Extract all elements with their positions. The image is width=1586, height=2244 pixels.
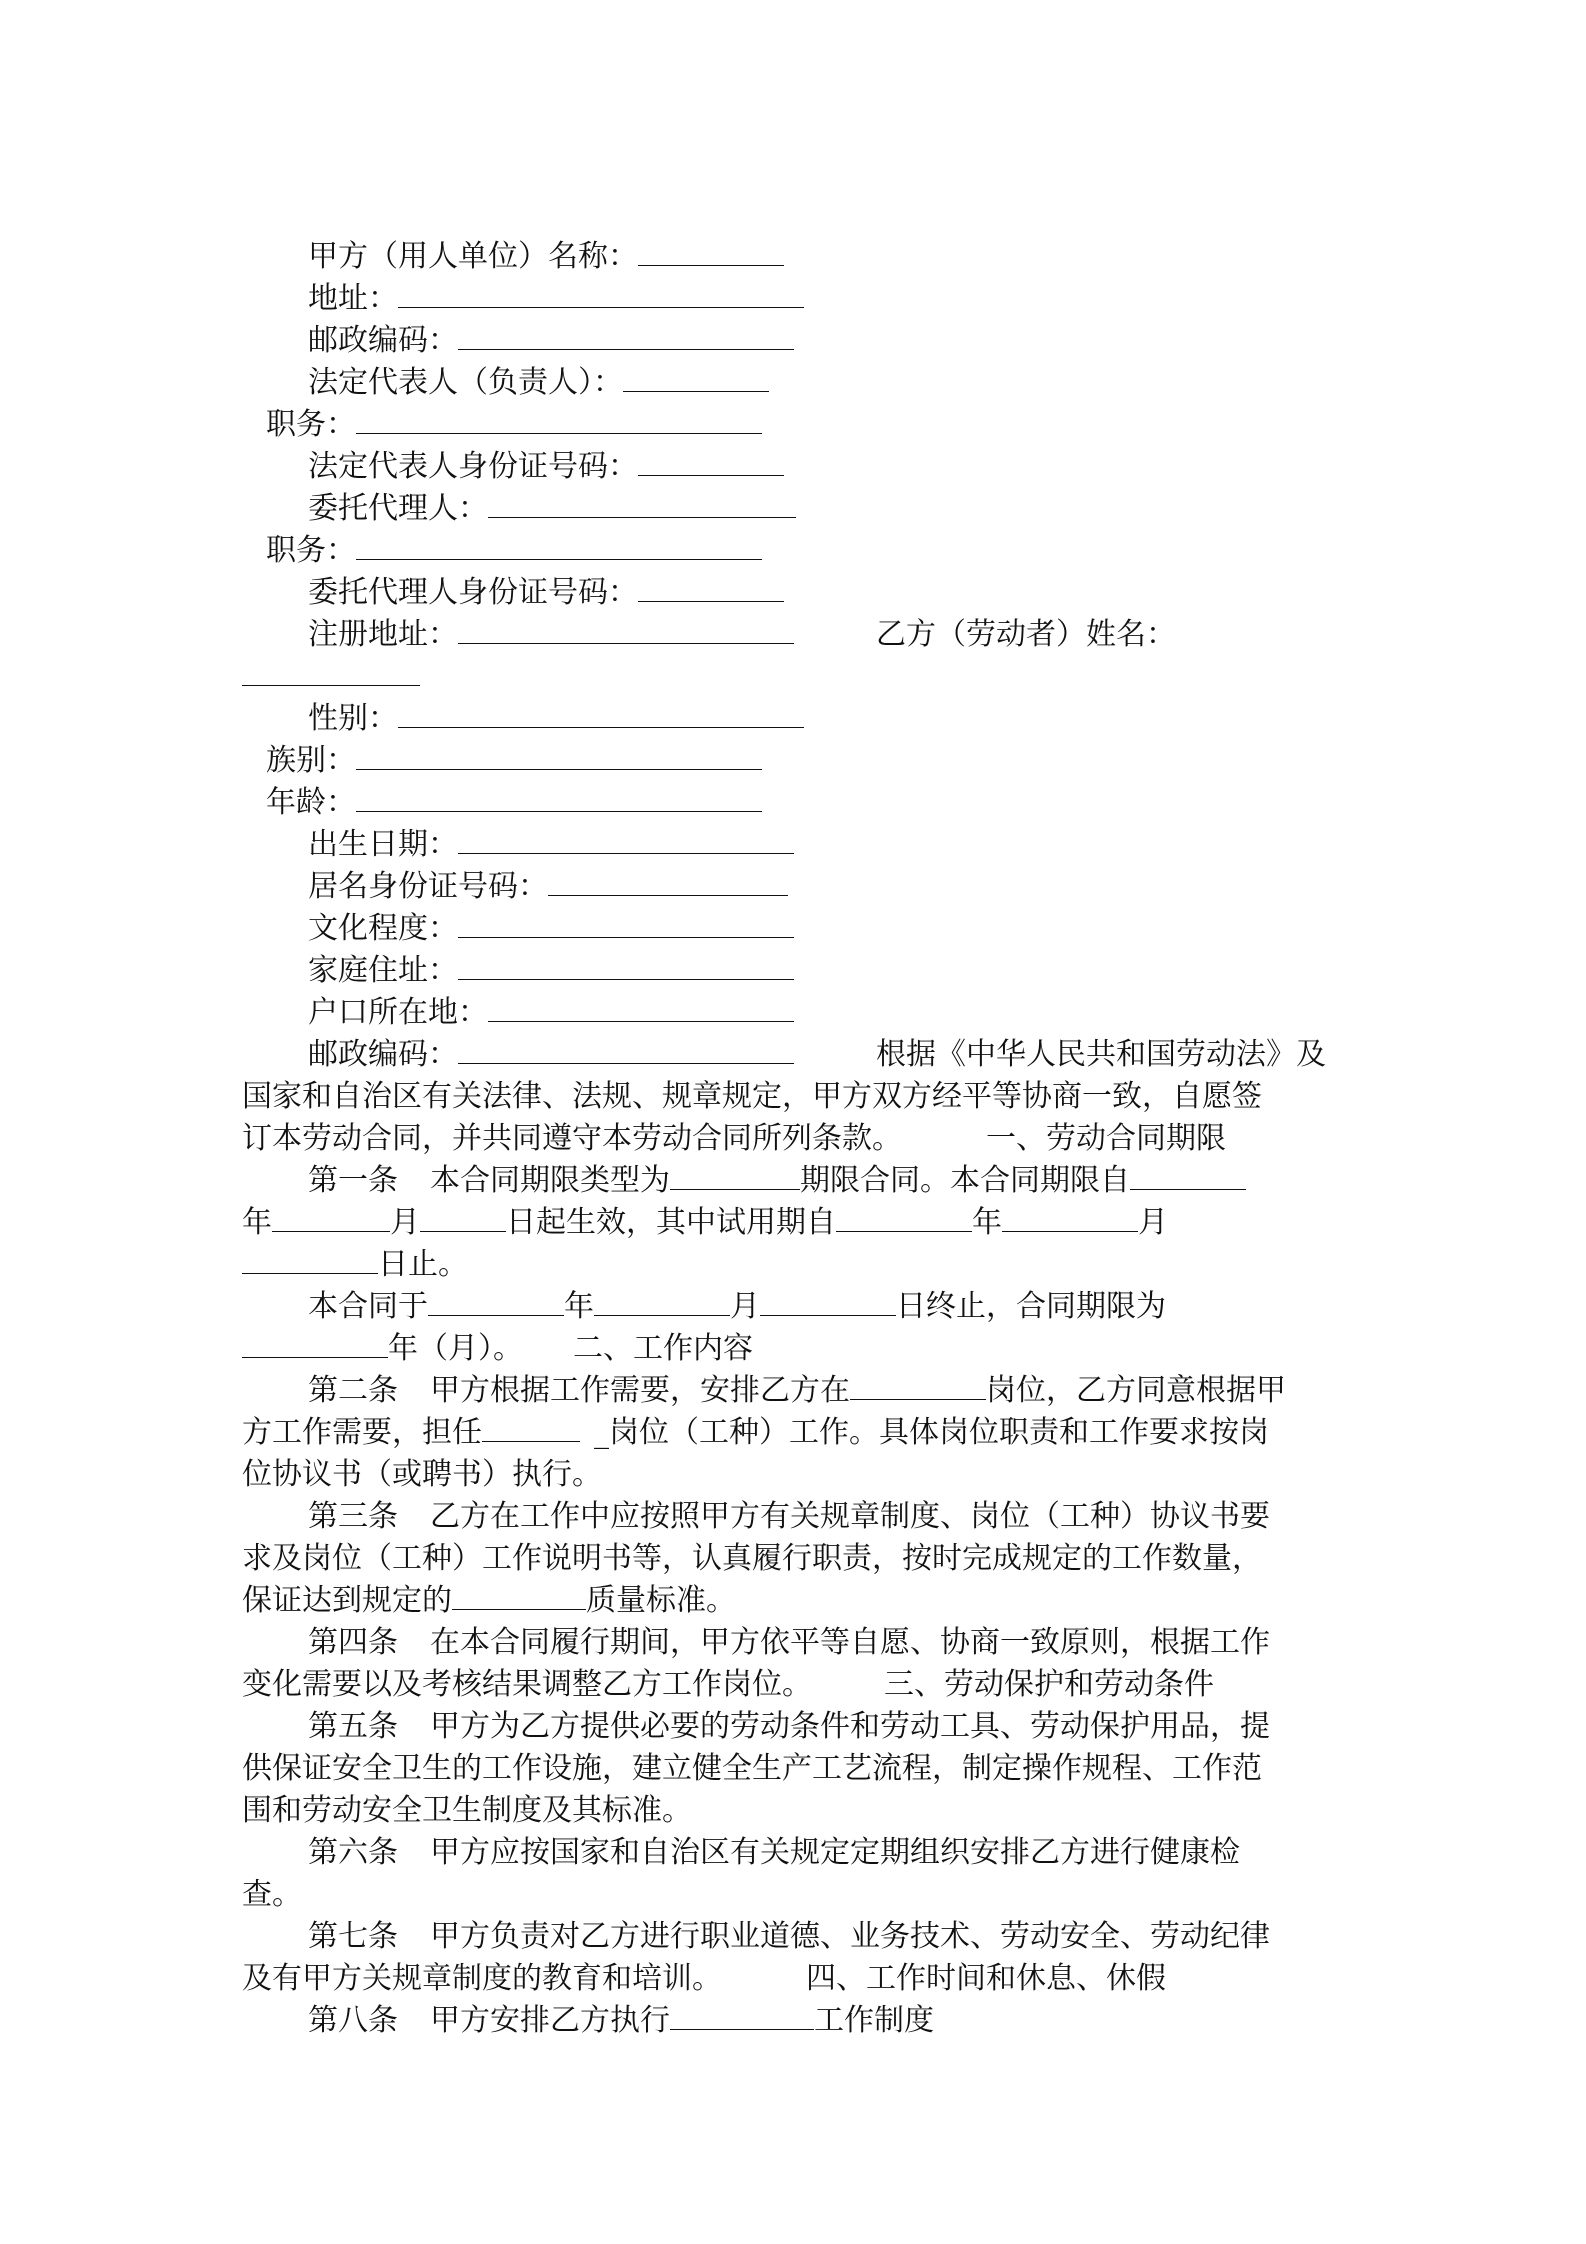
article-1-probation-month-blank[interactable] <box>1002 1203 1138 1232</box>
section-1-heading: 一、劳动合同期限 <box>986 1121 1226 1156</box>
article-1-text-i: 日止。 <box>378 1247 468 1282</box>
article-4-text-b: 在本合同履行期间，甲方依平等自愿、协商一致原则，根据工作 <box>430 1625 1270 1660</box>
party-b-gender-label: 性别： <box>308 701 398 736</box>
article-3-line-2 <box>242 1539 1262 1579</box>
section-3-heading: 三、劳动保护和劳动条件 <box>884 1667 1214 1702</box>
party-b-postcode-label: 邮政编码： <box>308 1037 458 1072</box>
article-1-line-1 <box>308 1161 1246 1201</box>
article-1-text-e: 月 <box>390 1205 420 1240</box>
party-b-ethnicity-label: 族别： <box>266 743 356 778</box>
article-1-line-4 <box>308 1287 1166 1327</box>
party-b-birth-line <box>308 825 794 865</box>
article-2-text-b: 甲方根据工作需要，安排乙方在 <box>430 1373 850 1408</box>
article-3-text-b: 乙方在工作中应按照甲方有关规章制度、岗位（工种）协议书要 <box>430 1499 1270 1534</box>
article-1-text-j: 本合同于 <box>308 1289 428 1324</box>
preamble-line-1 <box>876 1035 1326 1075</box>
article-5-line-2 <box>242 1749 1262 1789</box>
party-a-position-label-2: 职务： <box>266 533 356 568</box>
party-a-reg-address-label: 注册地址： <box>308 617 458 652</box>
party-a-legal-rep-id-label: 法定代表人身份证号码： <box>308 449 638 484</box>
article-1-start-month-blank[interactable] <box>272 1203 390 1232</box>
article-3-text-e: 质量标准。 <box>586 1583 736 1618</box>
party-a-reg-address-line <box>308 615 794 655</box>
article-1-end-month-blank[interactable] <box>594 1287 730 1316</box>
article-6-number: 第六条 <box>308 1835 398 1870</box>
article-1-end-year-blank[interactable] <box>428 1287 564 1316</box>
preamble-line-3 <box>242 1119 1226 1159</box>
party-b-gender-line <box>308 699 804 739</box>
article-1-text-g: 年 <box>972 1205 1002 1240</box>
article-1-text-l: 月 <box>730 1289 760 1324</box>
article-4-line-1 <box>308 1623 1270 1663</box>
article-2-line-3 <box>242 1455 602 1495</box>
party-b-hukou-blank[interactable] <box>488 993 794 1022</box>
article-7-number: 第七条 <box>308 1919 398 1954</box>
party-a-position-label-1: 职务： <box>266 407 356 442</box>
preamble-line-2 <box>242 1077 1262 1117</box>
party-a-name-line <box>308 237 784 277</box>
article-1-end-day-blank[interactable] <box>760 1287 896 1316</box>
party-b-hukou-line <box>308 993 794 1033</box>
party-a-postcode-label: 邮政编码： <box>308 323 458 358</box>
article-4-text-c: 变化需要以及考核结果调整乙方工作岗位。 <box>242 1667 812 1702</box>
section-2-heading: 二、工作内容 <box>573 1331 753 1366</box>
party-a-postcode-blank[interactable] <box>458 321 794 350</box>
party-a-name-label: 甲方（用人单位）名称： <box>308 239 638 274</box>
article-2-text-f: 位协议书（或聘书）执行。 <box>242 1457 602 1492</box>
article-2-text-c: 岗位，乙方同意根据甲 <box>986 1373 1286 1408</box>
article-3-quality-blank[interactable] <box>452 1581 586 1610</box>
article-1-text-k: 年 <box>564 1289 594 1324</box>
party-a-agent-id-blank[interactable] <box>638 573 784 602</box>
article-2-line-2 <box>242 1413 1269 1453</box>
article-1-text-n: 年（月）。 <box>388 1331 523 1366</box>
party-a-postcode-line <box>308 321 794 361</box>
article-8-text-b: 甲方安排乙方执行 <box>430 2003 670 2038</box>
article-2-role-blank[interactable] <box>482 1413 580 1442</box>
article-7-text-b: 甲方负责对乙方进行职业道德、业务技术、劳动安全、劳动纪律 <box>430 1919 1270 1954</box>
article-5-line-3 <box>242 1791 692 1831</box>
party-b-home-address-line <box>308 951 794 991</box>
article-1-line-3 <box>242 1245 468 1285</box>
party-a-agent-label: 委托代理人： <box>308 491 488 526</box>
article-7-line-2 <box>242 1959 1166 1999</box>
party-a-address-label: 地址： <box>308 281 398 316</box>
party-b-age-line <box>266 783 762 823</box>
party-b-age-blank[interactable] <box>356 783 762 812</box>
article-4-number: 第四条 <box>308 1625 398 1660</box>
article-1-start-day-blank[interactable] <box>420 1203 506 1232</box>
article-1-text-f: 日起生效，其中试用期自 <box>506 1205 836 1240</box>
party-a-position-blank-2[interactable] <box>356 531 762 560</box>
party-a-address-line <box>308 279 804 319</box>
article-3-text-d: 保证达到规定的 <box>242 1583 452 1618</box>
article-1-term-type-blank[interactable] <box>670 1161 800 1190</box>
party-b-id-line <box>308 867 788 907</box>
article-2-line-1 <box>308 1371 1286 1411</box>
article-1-number: 第一条 <box>308 1163 398 1198</box>
party-a-position-blank-1[interactable] <box>356 405 762 434</box>
article-8-text-c: 工作制度 <box>814 2003 934 2038</box>
article-3-number: 第三条 <box>308 1499 398 1534</box>
party-b-postcode-line <box>308 1035 794 1075</box>
section-4-heading: 四、工作时间和休息、休假 <box>806 1961 1166 1996</box>
party-a-legal-rep-label: 法定代表人（负责人）： <box>308 365 623 400</box>
article-6-text-b: 甲方应按国家和自治区有关规定定期组织安排乙方进行健康检 <box>430 1835 1240 1870</box>
article-5-text-c: 供保证安全卫生的工作设施，建立健全生产工艺流程，制定操作规程、工作范 <box>242 1751 1262 1786</box>
article-8-number: 第八条 <box>308 2003 398 2038</box>
article-2-number: 第二条 <box>308 1373 398 1408</box>
article-6-text-c: 查。 <box>242 1877 302 1912</box>
article-1-text-m: 日终止，合同期限为 <box>896 1289 1166 1324</box>
article-2-post-blank[interactable] <box>850 1371 986 1400</box>
article-7-line-1 <box>308 1917 1270 1957</box>
party-a-address-blank[interactable] <box>398 279 804 308</box>
party-a-legal-rep-id-blank[interactable] <box>638 447 784 476</box>
article-7-text-c: 及有甲方关规章制度的教育和培训。 <box>242 1961 722 1996</box>
party-b-home-address-blank[interactable] <box>458 951 794 980</box>
party-b-home-address-label: 家庭住址： <box>308 953 458 988</box>
party-b-name-line <box>876 615 1176 655</box>
party-b-id-blank[interactable] <box>548 867 788 896</box>
party-a-name-blank[interactable] <box>638 237 784 266</box>
party-b-postcode-blank[interactable] <box>458 1035 794 1064</box>
party-b-hukou-label: 户口所在地： <box>308 995 488 1030</box>
party-b-birth-blank[interactable] <box>458 825 794 854</box>
article-6-line-2 <box>242 1875 302 1915</box>
party-b-name-blank-line <box>242 657 420 697</box>
article-5-text-b: 甲方为乙方提供必要的劳动条件和劳动工具、劳动保护用品，提 <box>430 1709 1270 1744</box>
party-b-name-blank[interactable] <box>242 657 420 686</box>
party-a-position-line-2 <box>266 531 762 571</box>
article-3-text-c: 求及岗位（工种）工作说明书等，认真履行职责，按时完成规定的工作数量， <box>242 1541 1262 1576</box>
preamble-text-2: 国家和自治区有关法律、法规、规章规定，甲方双方经平等协商一致，自愿签 <box>242 1079 1262 1114</box>
article-8-work-system-blank[interactable] <box>670 2001 814 2030</box>
article-5-line-1 <box>308 1707 1270 1747</box>
party-b-ethnicity-blank[interactable] <box>356 741 762 770</box>
party-b-ethnicity-line <box>266 741 762 781</box>
article-1-probation-year-blank[interactable] <box>836 1203 972 1232</box>
article-1-line-5 <box>242 1329 753 1369</box>
party-b-gender-blank[interactable] <box>398 699 804 728</box>
party-a-legal-rep-blank[interactable] <box>623 363 769 392</box>
party-a-agent-blank[interactable] <box>488 489 796 518</box>
party-b-education-label: 文化程度： <box>308 911 458 946</box>
article-1-duration-blank[interactable] <box>242 1329 388 1358</box>
party-b-birth-label: 出生日期： <box>308 827 458 862</box>
article-1-text-c: 期限合同。本合同期限自 <box>800 1163 1130 1198</box>
article-4-line-2 <box>242 1665 1214 1705</box>
party-b-name-label: 乙方（劳动者）姓名： <box>876 617 1176 652</box>
article-5-text-d: 围和劳动安全卫生制度及其标准。 <box>242 1793 692 1828</box>
party-b-id-label: 居名身份证号码： <box>308 869 548 904</box>
party-a-agent-id-line <box>308 573 784 613</box>
article-2-text-d: 方工作需要，担任 <box>242 1415 482 1450</box>
preamble-part-1: 根据《中华人民共和国劳动法》及 <box>876 1037 1326 1072</box>
article-1-text-d: 年 <box>242 1205 272 1240</box>
party-b-age-label: 年龄： <box>266 785 356 820</box>
article-1-probation-day-blank[interactable] <box>242 1245 378 1274</box>
article-1-start-year-blank[interactable] <box>1130 1161 1246 1190</box>
article-1-line-2 <box>242 1203 1168 1243</box>
article-1-text-h: 月 <box>1138 1205 1168 1240</box>
party-a-legal-rep-id-line <box>308 447 784 487</box>
party-a-agent-id-label: 委托代理人身份证号码： <box>308 575 638 610</box>
preamble-text-3: 订本劳动合同，并共同遵守本劳动合同所列条款。 <box>242 1121 902 1156</box>
article-3-line-1 <box>308 1497 1270 1537</box>
article-1-text-b: 本合同期限类型为 <box>430 1163 670 1198</box>
party-a-position-line-1 <box>266 405 762 445</box>
party-b-education-blank[interactable] <box>458 909 794 938</box>
article-8-line-1 <box>308 2001 934 2041</box>
party-a-legal-rep-line <box>308 363 769 403</box>
article-3-line-3 <box>242 1581 736 1621</box>
party-a-reg-address-blank[interactable] <box>458 615 794 644</box>
article-5-number: 第五条 <box>308 1709 398 1744</box>
party-b-education-line <box>308 909 794 949</box>
article-2-text-e: _岗位（工种）工作。具体岗位职责和工作要求按岗 <box>594 1415 1269 1450</box>
article-6-line-1 <box>308 1833 1240 1873</box>
party-a-agent-line <box>308 489 796 529</box>
